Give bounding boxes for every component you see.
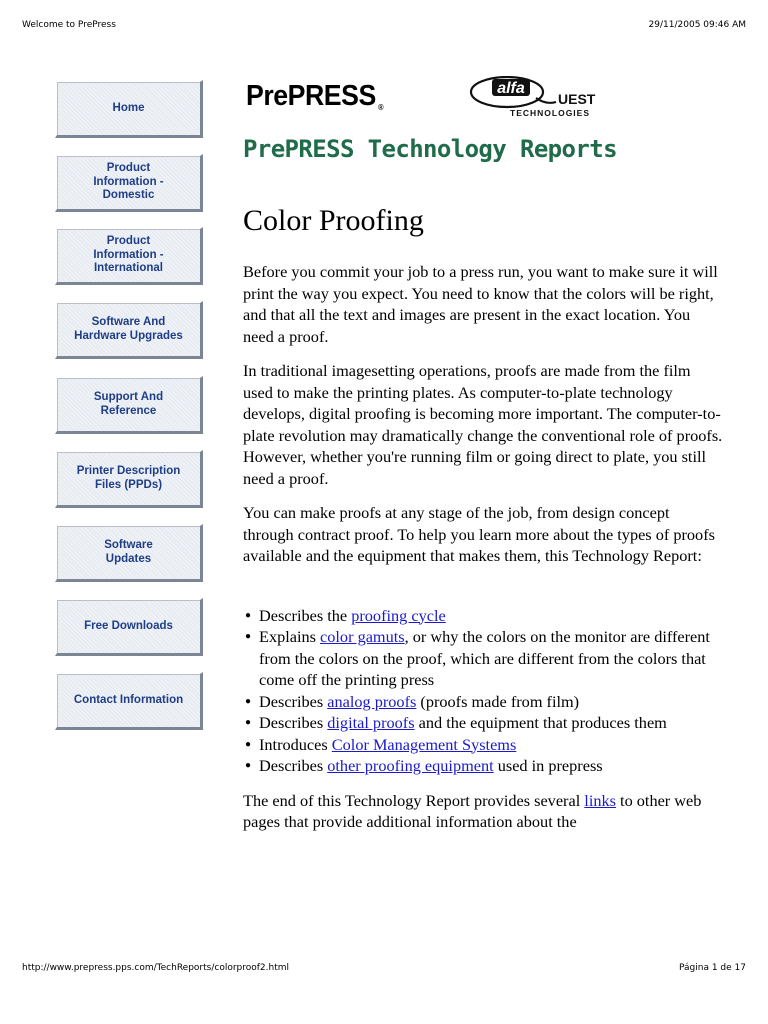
- list-item-text: and the equipment that produces them: [414, 713, 667, 732]
- print-page-number: Página 1 de 17: [679, 963, 746, 973]
- nav-label: Free Downloads: [84, 619, 173, 632]
- closing-paragraph: [243, 790, 723, 833]
- section-title: PrePRESS Technology Reports: [243, 135, 617, 163]
- list-item-text: Describes: [259, 691, 328, 711]
- list-item: [259, 755, 723, 777]
- print-footer: [22, 963, 746, 977]
- print-url: http://www.prepress.pps.com/TechReports/colorproof2.html: [22, 963, 290, 973]
- link-proofing-cycle[interactable]: proofing cycle: [351, 605, 446, 625]
- list-item-text: (proofs made from film): [416, 691, 580, 711]
- nav-label: Home: [112, 101, 145, 114]
- nav-label: Contact Information: [73, 693, 184, 706]
- list-item: [259, 691, 723, 713]
- paragraph: In traditional imagesetting operations, proofs are made from the film used to make the printing plates. As computer-to-plate technology develops, digital proofing is becoming more important. The computer-to-plate revolution may dramatically change the conventional role of proofs. However, whether you're running film or going direct to plate, you still need a proof.: [243, 361, 723, 488]
- link-digital-proofs[interactable]: digital proofs: [327, 713, 415, 732]
- registered-mark: ®: [378, 103, 384, 112]
- nav-button-ppds[interactable]: [55, 450, 203, 508]
- link-color-management-systems[interactable]: Color Management Systems: [331, 734, 517, 754]
- prepress-logo-text: PrePRESS: [246, 80, 376, 112]
- technologies-text: TECHNOLOGIES: [510, 108, 591, 118]
- print-page-title: Welcome to PrePress: [22, 20, 116, 30]
- list-item: [259, 734, 723, 756]
- nav-label: Software Updates: [104, 539, 153, 565]
- nav-button-contact[interactable]: [55, 672, 203, 730]
- page-title: Color Proofing: [243, 204, 424, 237]
- main-content: [243, 261, 723, 846]
- nav-label: Software And Hardware Upgrades: [74, 316, 183, 342]
- closing-text: to other web pages that provide additional information about the: [243, 790, 702, 831]
- paragraph: You can make proofs at any stage of the job, from design concept through contract proof. To help you learn more about the types of proofs available and the equipment that makes them, this Technology Report:: [243, 503, 715, 565]
- list-item-text: used in prepress: [493, 756, 603, 775]
- list-item-text: Describes the: [259, 605, 352, 625]
- paragraph: Before you commit your job to a press run, you want to make sure it will print the way you expect. You need to know that the colors will be right, and that all the text and images are present in the exact location. You need a proof.: [243, 262, 718, 346]
- nav-label: Printer Description Files (PPDs): [76, 465, 181, 491]
- print-header: [22, 20, 746, 34]
- nav-button-support[interactable]: [55, 376, 203, 434]
- nav-label: Product Information - Domestic: [93, 162, 164, 202]
- link-other-proofing-equipment[interactable]: other proofing equipment: [327, 756, 494, 775]
- nav-label: Product Information - International: [93, 235, 164, 275]
- list-item: [259, 605, 723, 627]
- prepress-logo[interactable]: [246, 80, 384, 113]
- nav-button-free-downloads[interactable]: [55, 598, 203, 656]
- alfa-text: alfa: [497, 80, 525, 97]
- list-item: [259, 712, 723, 734]
- link-links[interactable]: links: [584, 790, 616, 810]
- list-item-text: , or why the colors on the monitor are different from the colors on the proof, which are different from the colors that come off the printing press: [259, 627, 710, 689]
- list-item: [259, 626, 723, 691]
- nav-button-product-international[interactable]: [55, 227, 203, 285]
- link-color-gamuts[interactable]: color gamuts: [320, 627, 405, 646]
- nav-button-product-domestic[interactable]: [55, 154, 203, 212]
- closing-text: The end of this Technology Report provides several: [243, 790, 585, 810]
- quest-text: UEST: [558, 91, 596, 107]
- feature-list: [243, 605, 723, 777]
- alfa-quest-logo[interactable]: [470, 76, 615, 120]
- print-datetime: 29/11/2005 09:46 AM: [648, 20, 746, 30]
- nav-label: Support And Reference: [93, 391, 164, 417]
- nav-button-software-updates[interactable]: [55, 524, 203, 582]
- link-analog-proofs[interactable]: analog proofs: [327, 691, 417, 711]
- list-item-text: Introduces: [259, 734, 332, 754]
- list-item-text: Describes: [259, 713, 328, 732]
- list-item-text: Explains: [259, 627, 321, 646]
- list-item-text: Describes: [259, 756, 328, 775]
- nav-button-upgrades[interactable]: [55, 301, 203, 359]
- nav-button-home[interactable]: [55, 80, 203, 138]
